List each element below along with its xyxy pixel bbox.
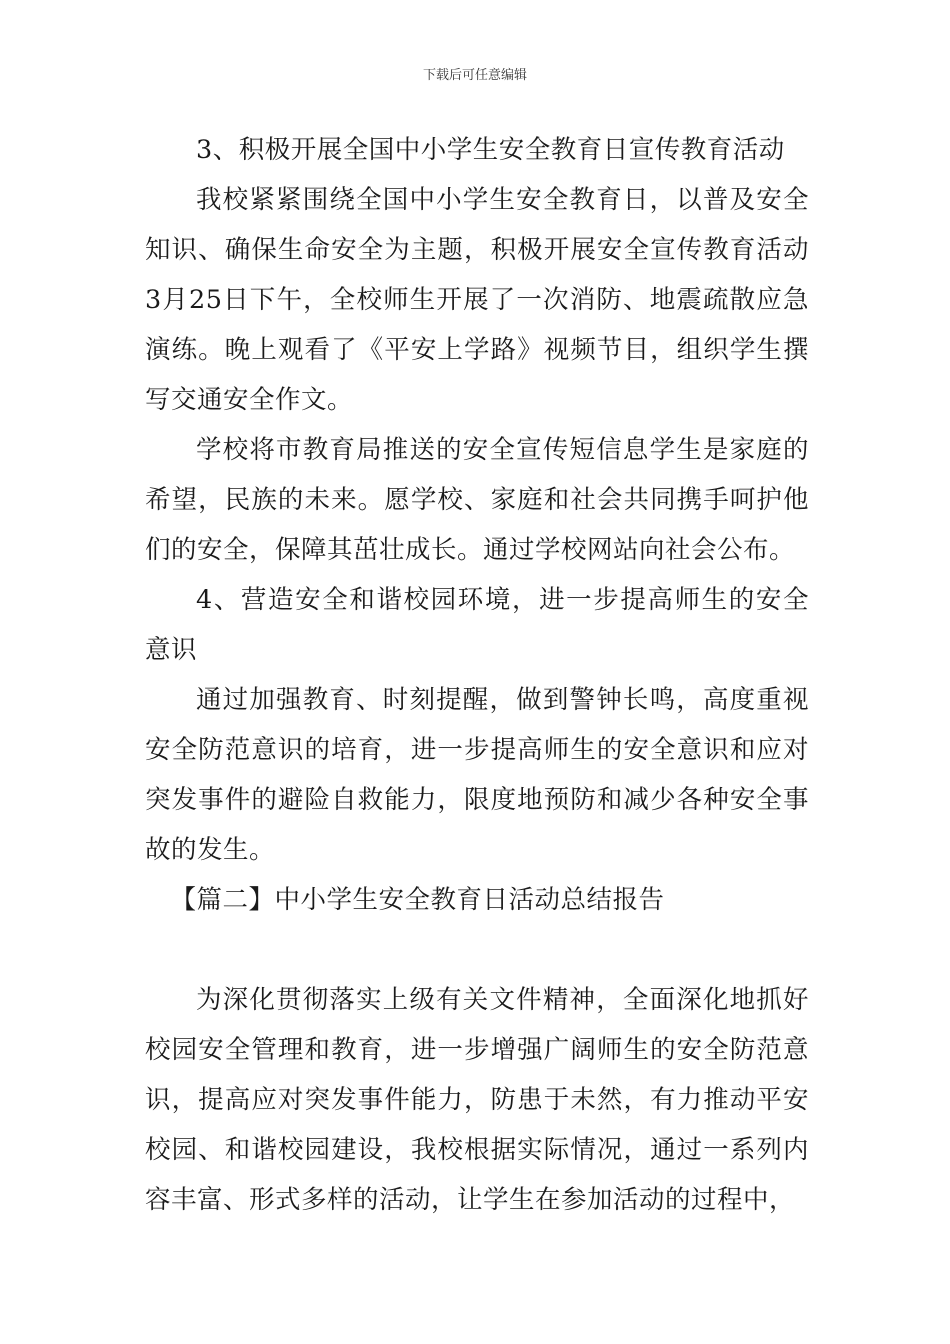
paragraph: 学校将市教育局推送的安全宣传短信息学生是家庭的希望，民族的未来。愿学校、家庭和社会共同携手呵护他们的安全，保障其茁壮成长。通过学校网站向社会公布。 [145, 435, 809, 565]
document-body [145, 125, 809, 1225]
paragraph: 为深化贯彻落实上级有关文件精神，全面深化地抓好校园安全管理和教育，进一步增强广阔师生的安全防范意识，提高应对突发事件能力，防患于未然，有力推动平安校园、和谐校园建设，我校根据实际情况，通过一系列内容丰富、形式多样的活动，让学生在参加活动的过程中， [145, 985, 809, 1215]
paragraph-heading-3: 3、积极开展全国中小学生安全教育日宣传教育活动 [196, 135, 785, 165]
header-note: 下载后可任意编辑 [422, 68, 527, 83]
paragraph: 我校紧紧围绕全国中小学生安全教育日，以普及安全知识、确保生命安全为主题，积极开展安全宣传教育活动3月25日下午，全校师生开展了一次消防、地震疏散应急演练。晚上观看了《平安上学路》视频节目，组织学生撰写交通安全作文。 [145, 185, 809, 415]
blank-line [145, 925, 809, 975]
section-title: 【篇二】中小学生安全教育日活动总结报告 [170, 885, 665, 915]
paragraph-heading-4: 4、营造安全和谐校园环境，进一步提高师生的安全意识 [145, 585, 809, 665]
paragraph: 通过加强教育、时刻提醒，做到警钟长鸣，高度重视安全防范意识的培育，进一步提高师生的安全意识和应对突发事件的避险自救能力，限度地预防和减少各种安全事故的发生。 [145, 685, 809, 865]
